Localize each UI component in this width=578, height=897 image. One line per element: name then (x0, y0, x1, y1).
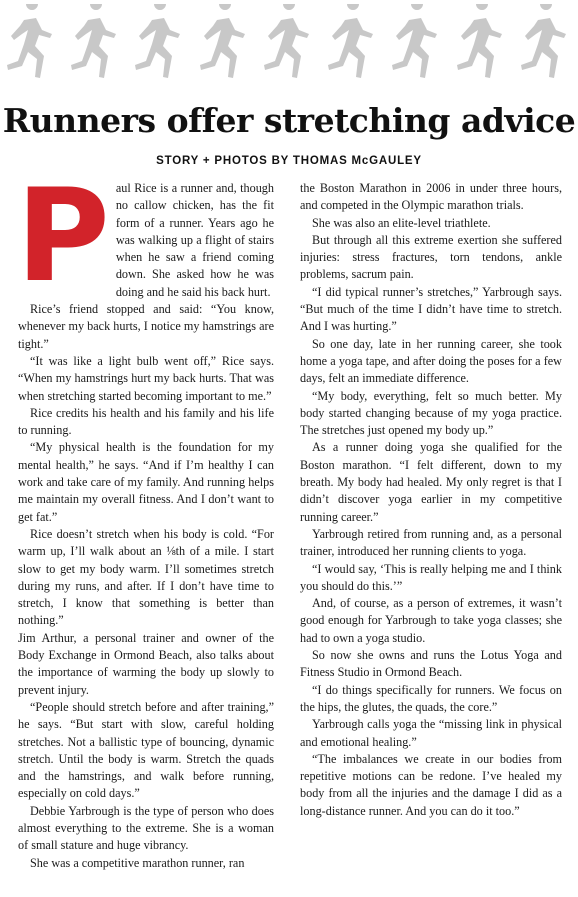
paragraph: “I do things specifically for runners. We focus on the hips, the glutes, the quads, the core.” (300, 682, 562, 714)
runner-silhouette-icon (2, 4, 58, 82)
paragraph: So one day, late in her running career, she took home a yoga tape, and after doing the poses for a few days, felt an immediate difference. (300, 336, 562, 386)
paragraph: the Boston Marathon in 2006 in under three hours, and competed in the Olympic marathon trials. (300, 181, 562, 213)
headline: Runners offer stretching advice (2, 101, 576, 140)
paragraph: As a runner doing yoga she qualified for the Boston marathon. “I felt different, down to my breath. My body had healed. My only regret is that I didn’t discover yoga earlier in my competitive running career.” (300, 440, 562, 524)
paragraph: Debbie Yarbrough is the type of person who does almost everything to the extreme. She is a woman of small stature and huge vibrancy. (18, 803, 274, 853)
paragraph: Rice doesn’t stretch when his body is cold. “For warm up, I’ll walk about an ⅛th of a mile. I start slow to get my body warm. I’ll sometimes stretch during my runs, and after. If I don’t have time to stretch, I know that something is better than nothing.” (18, 526, 274, 628)
runner-silhouette-icon (130, 4, 186, 82)
runner-silhouette-icon (323, 4, 379, 82)
runner-silhouette-icon (387, 4, 443, 82)
runner-silhouette-icon (516, 4, 572, 82)
paragraph: “I did typical runner’s stretches,” Yarbrough says. “But much of the time I didn’t have time to stretch. And I was hurting.” (300, 284, 562, 334)
article-column-right (300, 180, 562, 820)
paragraph: So now she owns and runs the Lotus Yoga and Fitness Studio in Ormond Beach. (300, 648, 562, 680)
runner-silhouette-icon (259, 4, 315, 82)
byline: STORY + PHOTOS BY THOMAS McGAULEY (156, 155, 422, 167)
paragraph: But through all this extreme exertion she suffered injuries: stress fractures, torn tendons, ankle problems, sacrum pain. (300, 232, 562, 282)
paragraph: “I would say, ‘This is really helping me and I think you should do this.’” (300, 561, 562, 593)
article-column-left (16, 162, 274, 872)
paragraph: “The imbalances we create in our bodies from repetitive motions can be redone. I’ve healed my body from all the injuries and the damage I did as a long-distance runner. And you can do it too.” (300, 751, 562, 818)
paragraph: “It was like a light bulb went off,” Rice says. “When my hamstrings hurt my back hurts. That was when stretching started becoming important to me.” (18, 353, 274, 403)
dropcap: P (16, 162, 110, 311)
paragraph: “People should stretch before and after training,” he says. “But start with slow, careful holding stretches. Not a ballistic type of bouncing, dynamic stretch. Until the body is warm. Stretch the quads and the hamstrings, and walk before running, especially on cold days.” (18, 699, 274, 801)
paragraph: Jim Arthur, a personal trainer and owner of the Body Exchange in Ormond Beach, also talks about the importance of warming the body up slowly to prevent injury. (18, 630, 274, 697)
paragraph: Yarbrough calls yoga the “missing link in physical and emotional healing.” (300, 717, 562, 749)
lead-text: aul Rice is a runner and, though no callow chicken, has the fit form of a runner. Years ago he was walking up a flight of stairs when he saw a friend coming down. She asked how he was doing and he said his back hurt. (115, 181, 274, 299)
runners-banner (0, 0, 578, 85)
paragraph: “My body, everything, felt so much better. My body started changing because of my yoga practice. The stretches just opened my body up.” (300, 388, 562, 438)
paragraph: Yarbrough retired from running and, as a personal trainer, introduced her running clients to yoga. (300, 526, 562, 559)
paragraph: And, of course, as a person of extremes, it wasn’t good enough for Yarbrough to take yoga classes; she had to own a yoga studio. (300, 596, 562, 645)
paragraph: She was also an elite-level triathlete. (312, 215, 491, 230)
paragraph: She was a competitive marathon runner, ran (30, 855, 245, 870)
paragraph: “My physical health is the foundation for my mental health,” he says. “And if I’m healthy I can work and take care of my family. And running helps me maintain my overall fitness. And I don’t want to get fat.” (18, 440, 274, 524)
lead-paragraph (16, 162, 274, 311)
runner-silhouette-icon (66, 4, 122, 82)
paragraph: Rice credits his health and his family and his life to running. (18, 405, 274, 438)
runner-silhouette-icon (195, 4, 251, 82)
paragraph: Rice’s friend stopped and said: “You know, whenever my back hurts, I notice my hamstrings are tight.” (18, 302, 274, 351)
runner-silhouette-icon (452, 4, 508, 82)
